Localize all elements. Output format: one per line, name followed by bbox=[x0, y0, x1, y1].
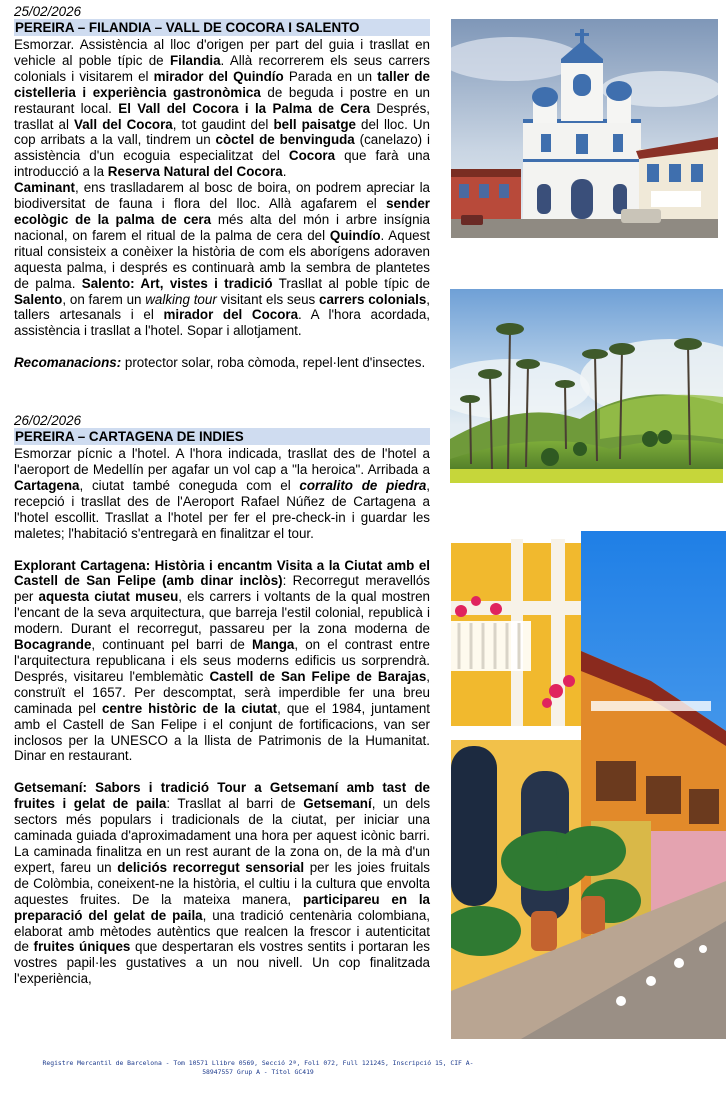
day2-paragraph-1 bbox=[14, 446, 430, 541]
text-run: , ciutat també coneguda com el bbox=[79, 477, 300, 493]
text-run: Esmorzar. Assistència al lloc d'origen per part del guia i trasllat en vehicle al poble típic de bbox=[14, 37, 430, 68]
text-run: Quindío bbox=[329, 227, 381, 243]
text-run: , continuant pel barri de bbox=[91, 637, 252, 653]
text-run: , ens traslladarem al bosc de boira, on podrem apreciar la biodiversitat de fauna i flora del lloc. Allà agafarem el bbox=[14, 180, 430, 212]
text-run: taller de cistelleria i experiència gastronòmica bbox=[14, 68, 431, 100]
text-run: , que el 1984, juntament amb el Castell de San Felipe i el conjunt de fortificacions, van ser inclosos per la UNESCO a la llista de Patrimonis de la Humanitat. Dinar en restaurant. bbox=[14, 700, 430, 764]
day2-date: 26/02/2026 bbox=[14, 413, 82, 429]
text-run: walking tour bbox=[145, 291, 217, 307]
text-run: . Allà recorrerem els seus carrers colonials i visitarem el bbox=[14, 52, 430, 84]
text-run: Bocagrande bbox=[14, 637, 92, 653]
text-run: . bbox=[282, 164, 287, 180]
itinerary-column bbox=[14, 4, 430, 987]
text-run: que farà una introducció a la bbox=[14, 148, 430, 180]
text-run: aquesta ciutat museu bbox=[38, 589, 179, 605]
text-run: , una tradició centenària colombiana, elaborat amb mètodes autèntics que realcen la frescor i autenticitat de bbox=[14, 907, 430, 955]
text-run: bell paisatge bbox=[273, 116, 356, 132]
text-run: Trasllat al poble típic de bbox=[272, 275, 431, 291]
text-run: , tallers artesanals i el bbox=[14, 291, 431, 323]
text-run: per les joies fruitals de Colòmbia, coneixent-ne la història, el cultiu i la cultura que envolta aquestes fruites. De la mateixa manera, bbox=[14, 859, 430, 907]
text-run: carrers colonials bbox=[319, 291, 427, 307]
text-run: . Aquest ritual consisteix a conèixer la història de com els aborígens adoraven aquesta palma, i després es continuarà amb la sembra de plantetes de palma. bbox=[14, 227, 431, 291]
text-run: Cartagena bbox=[14, 477, 80, 493]
text-run: Explorant Cartagena: Història i encantm Visita a la Ciutat amb el Castell de San Felipe (amb dinar inclòs) bbox=[14, 557, 430, 589]
cocora-valley-palms-photo bbox=[450, 289, 723, 483]
text-run: fruites úniques bbox=[33, 939, 131, 955]
text-run: : Recorregut meravellós per bbox=[14, 573, 430, 605]
text-run: Esmorzar pícnic a l'hotel. A l'hora indicada, trasllat des de l'hotel a l'aeroport de Medellín per agafar un vol cap a "la heroica". Arribada a bbox=[14, 446, 430, 478]
text-run: Reserva Natural del Cocora bbox=[107, 164, 283, 180]
text-run: Salento: Art, vistes i tradició bbox=[81, 275, 273, 291]
cartagena-street-photo bbox=[451, 531, 726, 1039]
footer-line-2: 58947557 Grup A - Títol GC419 bbox=[202, 1068, 314, 1076]
text-run: sender ecològic de la palma de cera bbox=[14, 196, 430, 227]
day1-date: 25/02/2026 bbox=[14, 4, 82, 19]
day1-recommendations bbox=[14, 355, 430, 371]
text-run: , tot gaudint del bbox=[172, 116, 274, 132]
text-run: . A l'hora acordada, assistència i trasllat a l'hotel. Sopar i allotjament. bbox=[14, 307, 431, 339]
text-run: Salento bbox=[14, 291, 63, 307]
day1-paragraph-2 bbox=[14, 180, 430, 339]
text-run: Filandia bbox=[169, 52, 221, 68]
text-run: visitant els seus bbox=[216, 291, 320, 307]
text-run: deliciós recorregut sensorial bbox=[117, 859, 305, 875]
text-run: (canelazo) i assistència d'un ecoguia especialitzat del bbox=[14, 132, 430, 164]
day2-paragraph-3 bbox=[14, 780, 430, 987]
text-run: Getsemaní bbox=[303, 796, 372, 812]
text-run: : Trasllat al barri de bbox=[166, 796, 304, 812]
text-run: corralito de piedra bbox=[299, 477, 427, 493]
filandia-church-photo bbox=[451, 19, 718, 238]
text-run: Parada en un bbox=[283, 68, 378, 84]
text-run: , construït el 1657. Per descomptat, serà imperdible fer una breu caminada pel bbox=[14, 668, 430, 716]
text-run: de beguda i postre en un restaurant local. bbox=[14, 84, 431, 116]
text-run: Castell de San Felipe de Barajas bbox=[209, 668, 427, 684]
text-run: , recepció i trasllat des de l'Aeroport Rafael Núñez de Cartagena a l'hotel escollit. Trasllat a l'hotel per fer el pre-check-in i guardar les maletes; l'habitació s'entregarà en finalitzar el tour. bbox=[14, 477, 430, 541]
text-run: Recomanacions: bbox=[14, 355, 122, 371]
text-run: més alta del món i arbre insígnia nacional, on farem el ritual de la palma de cera del bbox=[14, 211, 430, 243]
text-run: , els carrers i voltants de la qual mostren l'encant de la seva arquitectura, que barreja l'estil colonial, republicà i modern. Durant el recorregut, passareu per la zona moderna de bbox=[14, 589, 430, 637]
text-run: mirador del Quindío bbox=[153, 68, 284, 84]
text-run: que despertaran els vostres sentits i portaran les vostres papil·les gustatives a un nou nivell. Un cop finalitzada l'experiència, bbox=[14, 939, 431, 987]
text-run: mirador del Cocora bbox=[163, 307, 299, 323]
text-run: Cocora bbox=[288, 148, 336, 164]
text-run: centre històric de la ciutat bbox=[101, 700, 278, 716]
text-run: , on farem un bbox=[62, 291, 146, 307]
text-run: participareu en la preparació del gelat de paila bbox=[14, 891, 430, 923]
company-registration-footer bbox=[18, 1059, 498, 1077]
text-run: Getsemaní: Sabors i tradició Tour a Getsemaní amb tast de fruites i gelat de paila bbox=[14, 780, 430, 812]
day1-heading: PEREIRA – FILANDIA – VALL DE COCORA I SALENTO bbox=[14, 19, 430, 36]
text-run: Després, trasllat al bbox=[14, 100, 430, 132]
text-run: , un dels sectors més populars i tradicionals de la ciutat, per iniciar una caminada guiada d'aproximadament una hora per aquest icònic barri. La caminada finalitza en un rest aurant de la zona on, de la mà d'un expert, fareu un bbox=[14, 796, 431, 875]
text-run: Manga bbox=[251, 637, 295, 653]
text-run: , on el contrast entre l'arquitectura republicana i els seus moderns edificis us sorprendrà. Després, visitareu l'emblemàtic bbox=[14, 637, 430, 684]
day2-paragraph-2 bbox=[14, 558, 430, 765]
text-run: del lloc. Un cop arribats a la vall, tindrem un bbox=[14, 116, 430, 148]
day1-paragraph-1 bbox=[14, 37, 430, 180]
footer-line-1: Registre Mercantil de Barcelona - Tom 10571 Llibre 0569, Secció 2ª, Foli 072, Full 121245, Inscripció 15, CIF A- bbox=[42, 1059, 474, 1067]
day2-heading: PEREIRA – CARTAGENA DE INDIES bbox=[14, 428, 430, 445]
text-run: protector solar, roba còmoda, repel·lent d'insectes. bbox=[121, 355, 426, 371]
text-run: Caminant bbox=[14, 180, 76, 196]
text-run: Vall del Cocora bbox=[74, 116, 173, 132]
text-run: còctel de benvinguda bbox=[215, 132, 355, 148]
text-run: El Vall del Cocora i la Palma de Cera bbox=[118, 100, 371, 116]
